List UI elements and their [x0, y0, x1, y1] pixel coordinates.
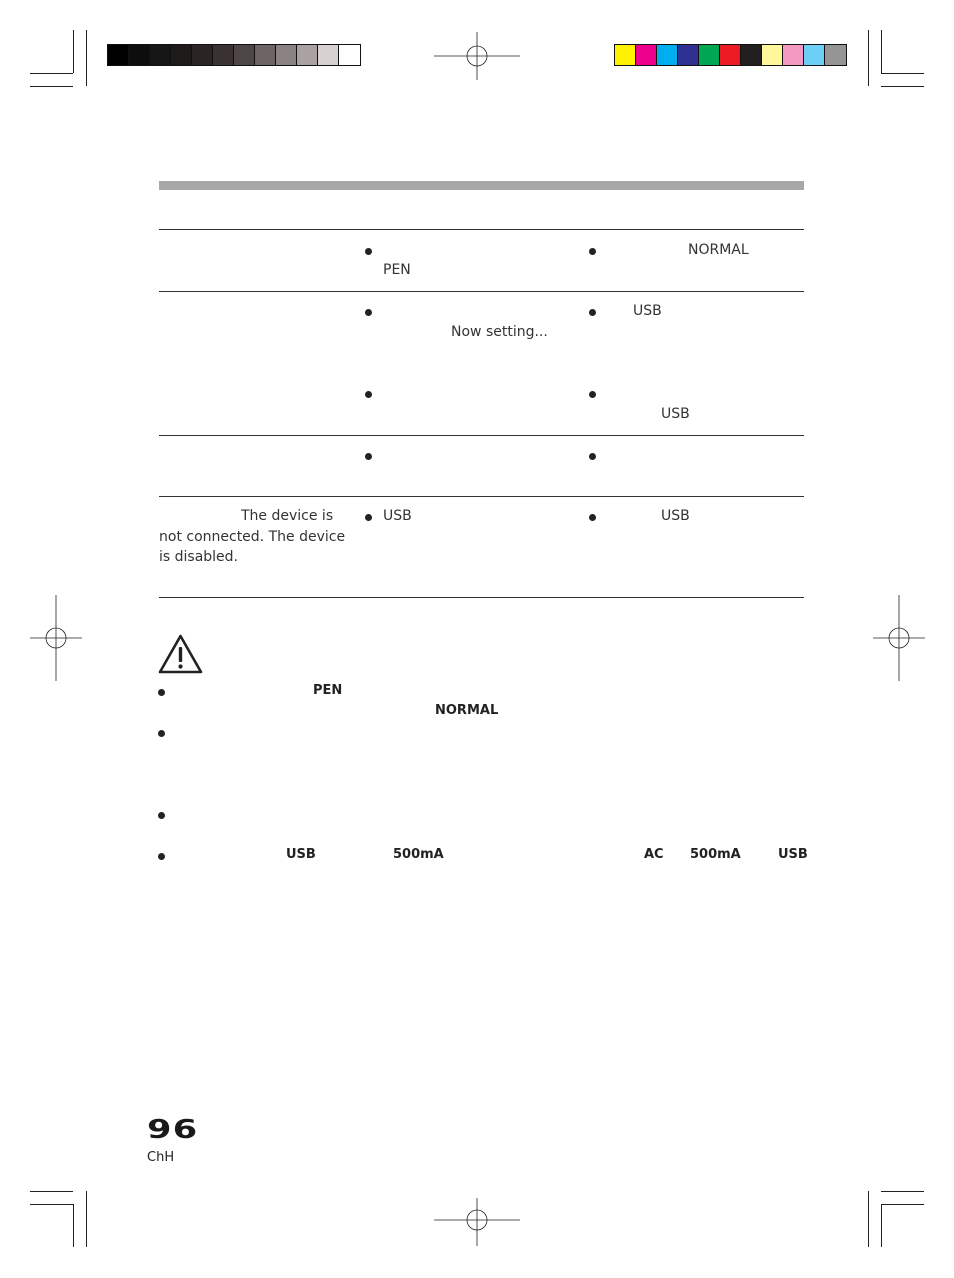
registration-target-right-icon — [871, 595, 927, 683]
bullet-icon — [589, 391, 596, 398]
color-swatch — [762, 45, 783, 65]
table-rule — [159, 435, 804, 436]
color-swatch — [108, 45, 129, 65]
note-normal-label: NORMAL — [435, 703, 499, 718]
color-swatch — [276, 45, 297, 65]
color-swatch — [741, 45, 762, 65]
color-swatch — [192, 45, 213, 65]
remedy-usb-label: USB — [633, 303, 662, 319]
bullet-icon — [589, 453, 596, 460]
color-swatch — [234, 45, 255, 65]
color-swatch — [255, 45, 276, 65]
table-header-bar — [159, 181, 804, 190]
bullet-icon — [158, 730, 165, 737]
bullet-icon — [589, 248, 596, 255]
bullet-icon — [589, 514, 596, 521]
color-swatch — [804, 45, 825, 65]
color-swatch — [339, 45, 360, 65]
note-500ma-label: 500mA — [393, 847, 444, 862]
color-swatch — [657, 45, 678, 65]
note-usb-label: USB — [286, 847, 316, 862]
note-500ma-label: 500mA — [690, 847, 741, 862]
table-rule — [159, 229, 804, 230]
color-swatch — [213, 45, 234, 65]
bullet-icon — [365, 453, 372, 460]
cause-pen-label: PEN — [383, 262, 411, 278]
page-language-code: ChH — [147, 1150, 175, 1165]
color-swatch — [150, 45, 171, 65]
color-swatch — [297, 45, 318, 65]
color-swatch — [318, 45, 339, 65]
process-color-bar — [614, 44, 847, 66]
note-pen-label: PEN — [313, 683, 343, 698]
registration-target-left-icon — [28, 595, 84, 683]
remedy-usb-label: USB — [661, 508, 690, 524]
color-swatch — [615, 45, 636, 65]
bullet-icon — [158, 812, 165, 819]
registration-target-bottom-icon — [432, 1198, 522, 1248]
table-rule — [159, 597, 804, 598]
bullet-icon — [365, 514, 372, 521]
table-rule — [159, 496, 804, 497]
color-swatch — [825, 45, 846, 65]
table-rule — [159, 291, 804, 292]
color-swatch — [783, 45, 804, 65]
bullet-icon — [365, 248, 372, 255]
bullet-icon — [158, 853, 165, 860]
color-swatch — [720, 45, 741, 65]
bullet-icon — [589, 309, 596, 316]
bullet-icon — [158, 689, 165, 696]
color-swatch — [129, 45, 150, 65]
note-ac-label: AC — [644, 847, 664, 862]
warning-triangle-icon — [157, 633, 204, 675]
grayscale-color-bar — [107, 44, 361, 66]
cause-usb-label: USB — [383, 508, 412, 524]
page-number: 96 — [147, 1115, 199, 1145]
note-usb-label: USB — [778, 847, 808, 862]
problem-device-not-connected: The device is not connected. The device is disabled. — [159, 508, 346, 565]
bullet-icon — [365, 309, 372, 316]
bullet-icon — [365, 391, 372, 398]
remedy-normal-label: NORMAL — [688, 242, 749, 258]
color-swatch — [699, 45, 720, 65]
remedy-usb-label: USB — [661, 406, 690, 422]
color-swatch — [171, 45, 192, 65]
color-swatch — [678, 45, 699, 65]
registration-target-top-icon — [432, 32, 522, 82]
color-swatch — [636, 45, 657, 65]
cause-now-setting-label: Now setting... — [451, 324, 548, 340]
